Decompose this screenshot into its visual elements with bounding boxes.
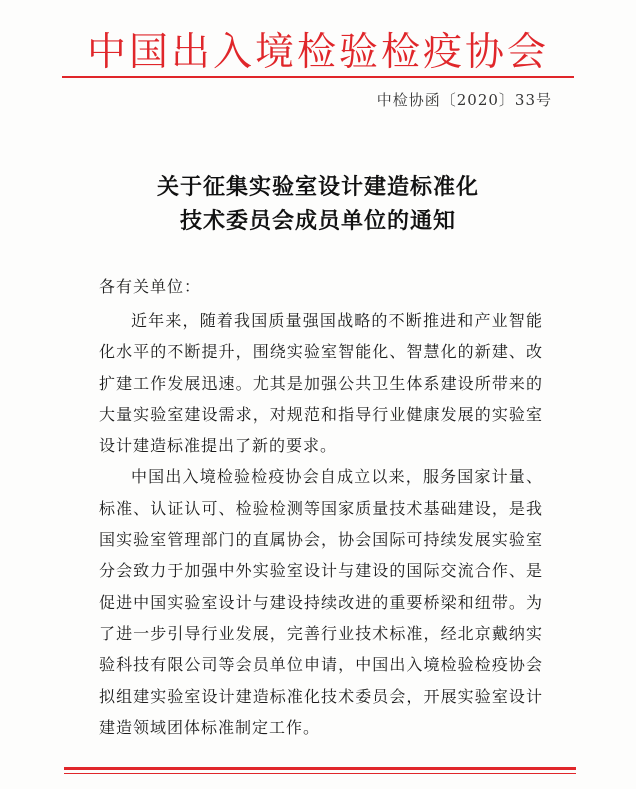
document-number: 中检协函〔2020〕33号 bbox=[376, 91, 552, 109]
body-text bbox=[99, 305, 543, 743]
notice-title-line-2: 技术委员会成员单位的通知 bbox=[179, 209, 456, 234]
paragraph: 中国出入境检验检疫协会自成立以来，服务国家计量、标准、认证认可、检验检测等国家质量技术基础建设，是我国实验室管理部门的直属协会，协会国际可持续发展实验室分会致力于加强中外实验室设计与建设的国际交流合作、是促进中国实验室设计与建设持续改进的重要桥梁和纽带。为了进一步引导行业发展，完善行业技术标准，经北京戴纳实验科技有限公司等会员单位申请，中国出入境检验检疫协会拟组建实验室设计建造标准化技术委员会，开展实验室设计建造领域团体标准制定工作。 bbox=[99, 467, 543, 737]
notice-title bbox=[0, 171, 636, 239]
salutation: 各有关单位： bbox=[99, 277, 202, 296]
footer-divider-thick bbox=[64, 767, 576, 770]
paragraph: 近年来，随着我国质量强国战略的不断推进和产业智能化水平的不断提升，围绕实验室智能化、智慧化的新建、改扩建工作发展迅速。尤其是加强公共卫生体系建设所带来的大量实验室建设需求，对规范和指导行业健康发展的实验室设计建造标准提出了新的要求。 bbox=[99, 311, 543, 456]
header-divider bbox=[62, 76, 574, 78]
notice-title-line-1: 关于征集实验室设计建造标准化 bbox=[156, 175, 479, 200]
footer-divider-thin bbox=[64, 773, 576, 774]
letterhead-title: 中国出入境检验检疫协会 bbox=[86, 30, 549, 75]
